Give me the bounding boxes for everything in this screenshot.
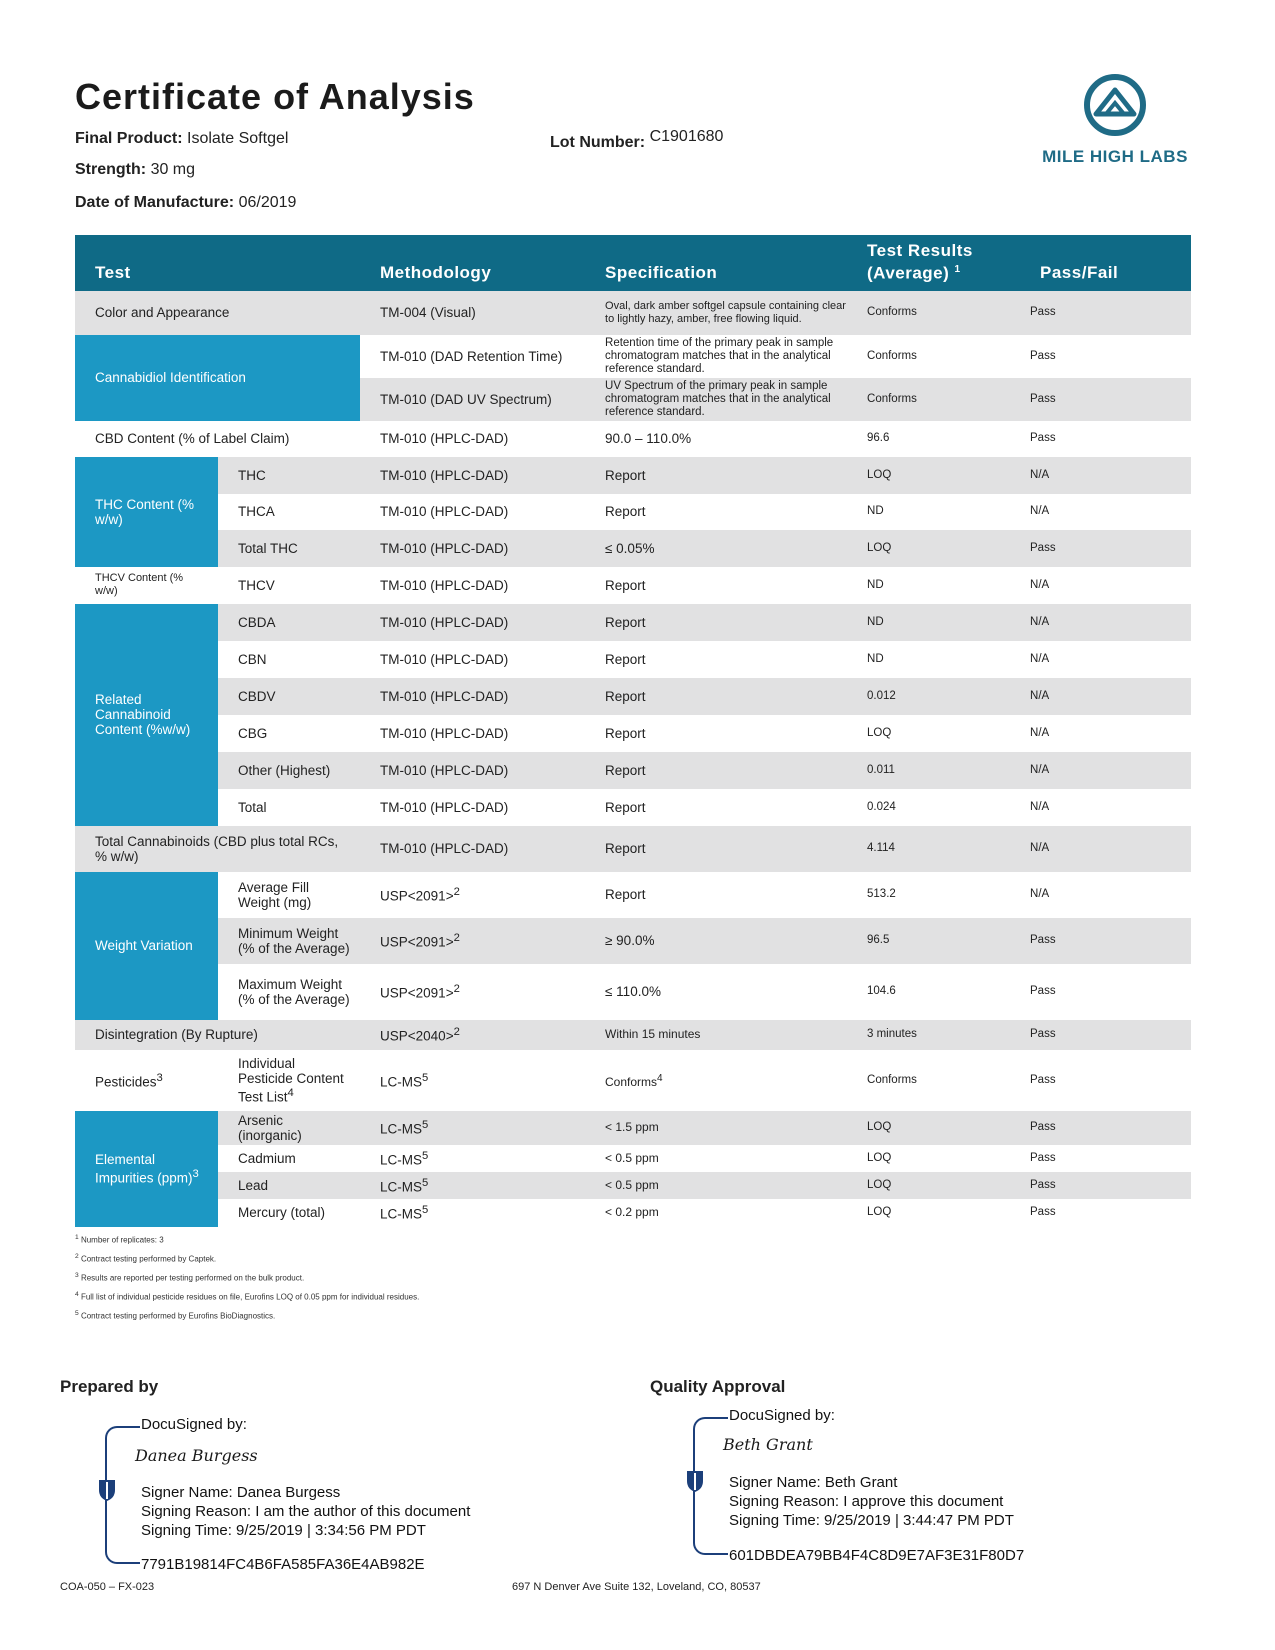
table-row: Minimum Weight (% of the Average) USP<2091>$^2$ ≥ 90.0% 96.5 Pass (75, 918, 1191, 964)
table-row: THC Content (% w/w) THC TM-010 (HPLC-DAD) Report LOQ N/A (75, 457, 1191, 494)
group-elemental-impurities: Elemental Impurities (ppm)$^3$ (75, 1111, 218, 1227)
table-row: CBN TM-010 (HPLC-DAD) Report ND N/A (238, 651, 1050, 667)
col-test: Test (75, 235, 360, 291)
table-row: Cannabidiol Identification TM-010 (DAD Retention Time) Retention time of the primary peak in sample chromatogram matches that in the analytical reference standard. Conforms Pass (75, 335, 1191, 378)
table-row: Related Cannabinoid Content (%w/w) CBDA TM-010 (HPLC-DAD) Report ND N/A (75, 604, 1191, 641)
strength: Strength: 30 mg (75, 161, 196, 178)
group-weight-variation: Weight Variation (75, 872, 218, 1020)
col-passfail: Pass/Fail (1020, 235, 1191, 291)
date-of-manufacture: Date of Manufacture: 06/2019 (75, 194, 297, 211)
handwritten-signature: Beth Grant (723, 1435, 813, 1454)
table-row: Pesticides$^3$ Individual Pesticide Content Test List$^4$ $LC-MS^5$ Conforms$^4$ Conforms Pass (95, 1055, 1056, 1105)
footnote: $^3$ Results are reported per testing performed on the bulk product. (75, 1272, 305, 1283)
form-id: COA-050 – FX-023 (60, 1581, 155, 1593)
table-row: Lead $LC-MS^5$ < 0.5 ppm LOQ Pass (75, 1172, 1191, 1199)
table-row: Elemental Impurities (ppm)$^3$ Arsenic (inorganic) $LC-MS^5$ < 1.5 ppm LOQ Pass (75, 1111, 1191, 1145)
table-row: CBD Content (% of Label Claim) TM-010 (HPLC-DAD) 90.0 – 110.0% 96.6 Pass (95, 431, 1056, 447)
table-row: Weight Variation Average Fill Weight (mg) USP<2091>$^2$ Report 513.2 N/A (75, 872, 1191, 918)
table-row: CBDV TM-010 (HPLC-DAD) Report 0.012 N/A (75, 678, 1191, 715)
quality-approval-heading: Quality Approval (650, 1377, 786, 1396)
table-row: Cadmium $LC-MS^5$ < 0.5 ppm LOQ Pass (238, 1149, 1056, 1168)
approval-signature-block: DocuSigned by: Beth Grant Signer Name: Beth Grant Signing Reason: I approve this document Signing Time: 9/25/2019 | 3:44:47 PM PDT 601DBDEA79BB4F4C8D9E7AF3E31F80D7 (693, 1407, 1093, 1567)
mountain-logo-icon (1082, 72, 1148, 138)
table-row: Color and Appearance TM-004 (Visual) Oval, dark amber softgel capsule containing clear to lightly hazy, amber, free flowing liquid. Conforms Pass (75, 291, 1191, 335)
table-row: Other (Highest) TM-010 (HPLC-DAD) Report 0.011 N/A (75, 752, 1191, 789)
results-table (75, 235, 1191, 1227)
table-row: TM-010 (DAD UV Spectrum) UV Spectrum of the primary peak in sample chromatogram matches that in the analytical reference standard. Conforms Pass (75, 378, 1191, 421)
table-row: Total Cannabinoids (CBD plus total RCs, % w/w) TM-010 (HPLC-DAD) Report 4.114 N/A (75, 826, 1191, 872)
envelope-id: 601DBDEA79BB4F4C8D9E7AF3E31F80D7 (729, 1547, 1025, 1564)
table-row: Total THC TM-010 (HPLC-DAD) ≤ 0.05% LOQ Pass (75, 530, 1191, 567)
group-cannabidiol-identification: Cannabidiol Identification (75, 335, 360, 421)
table-row: CBG TM-010 (HPLC-DAD) Report LOQ N/A (238, 725, 1050, 741)
shield-icon (97, 1478, 117, 1502)
table-row: Disintegration (By Rupture) USP<2040>$^2$ Within 15 minutes 3 minutes Pass (75, 1020, 1191, 1050)
table-row: Mercury (total) $LC-MS^5$ < 0.2 ppm LOQ Pass (238, 1204, 1056, 1222)
footnote: $^4$ Full list of individual pesticide residues on file, Eurofins LOQ of 0.05 ppm for individual residues. (75, 1291, 420, 1302)
handwritten-signature: Danea Burgess (135, 1446, 258, 1465)
final-product: Final Product: Isolate Softgel (75, 130, 289, 147)
table-row: Maximum Weight (% of the Average) USP<2091>$^2$ ≤ 110.0% 104.6 Pass (238, 976, 1056, 1007)
table-header (75, 235, 1191, 291)
company-address: 697 N Denver Ave Suite 132, Loveland, CO, 80537 (512, 1581, 761, 1593)
group-thcv-content: THCV Content (% w/w) (95, 572, 184, 598)
col-specification: Specification (585, 235, 857, 291)
col-methodology: Methodology (360, 235, 585, 291)
company-logo (1030, 72, 1200, 167)
shield-icon (685, 1469, 705, 1493)
table-row: THCV Content (% w/w) THCV TM-010 (HPLC-DAD) Report ND N/A (75, 567, 1191, 604)
group-related-cannabinoid: Related Cannabinoid Content (%w/w) (75, 604, 218, 826)
footnote: $^5$ Contract testing performed by Eurofins BioDiagnostics. (75, 1310, 276, 1321)
col-results: Test Results (Average) $^1$ (857, 235, 1020, 291)
group-thc-content: THC Content (% w/w) (75, 457, 218, 567)
lot-number: Lot Number: C1901680 (550, 128, 724, 151)
prepared-signature-block: DocuSigned by: Danea Burgess Signer Name: Danea Burgess Signing Reason: I am the author of this document Signing Time: 9/25/2019 | 3:34:56 PM PDT 7791B19814FC4B6FA585FA36E4AB982E (105, 1416, 505, 1576)
prepared-by-heading: Prepared by (60, 1377, 159, 1396)
footnote: $^1$ Number of replicates: 3 (75, 1234, 164, 1245)
table-row: THCA TM-010 (HPLC-DAD) Report ND N/A (238, 504, 1050, 520)
footnote: $^2$ Contract testing performed by Captek. (75, 1253, 217, 1264)
page-title: Certificate of Analysis (75, 76, 475, 117)
logo-text: MILE HIGH LABS (1042, 147, 1188, 166)
envelope-id: 7791B19814FC4B6FA585FA36E4AB982E (141, 1556, 425, 1573)
table-row: Total TM-010 (HPLC-DAD) Report 0.024 N/A (238, 799, 1050, 815)
